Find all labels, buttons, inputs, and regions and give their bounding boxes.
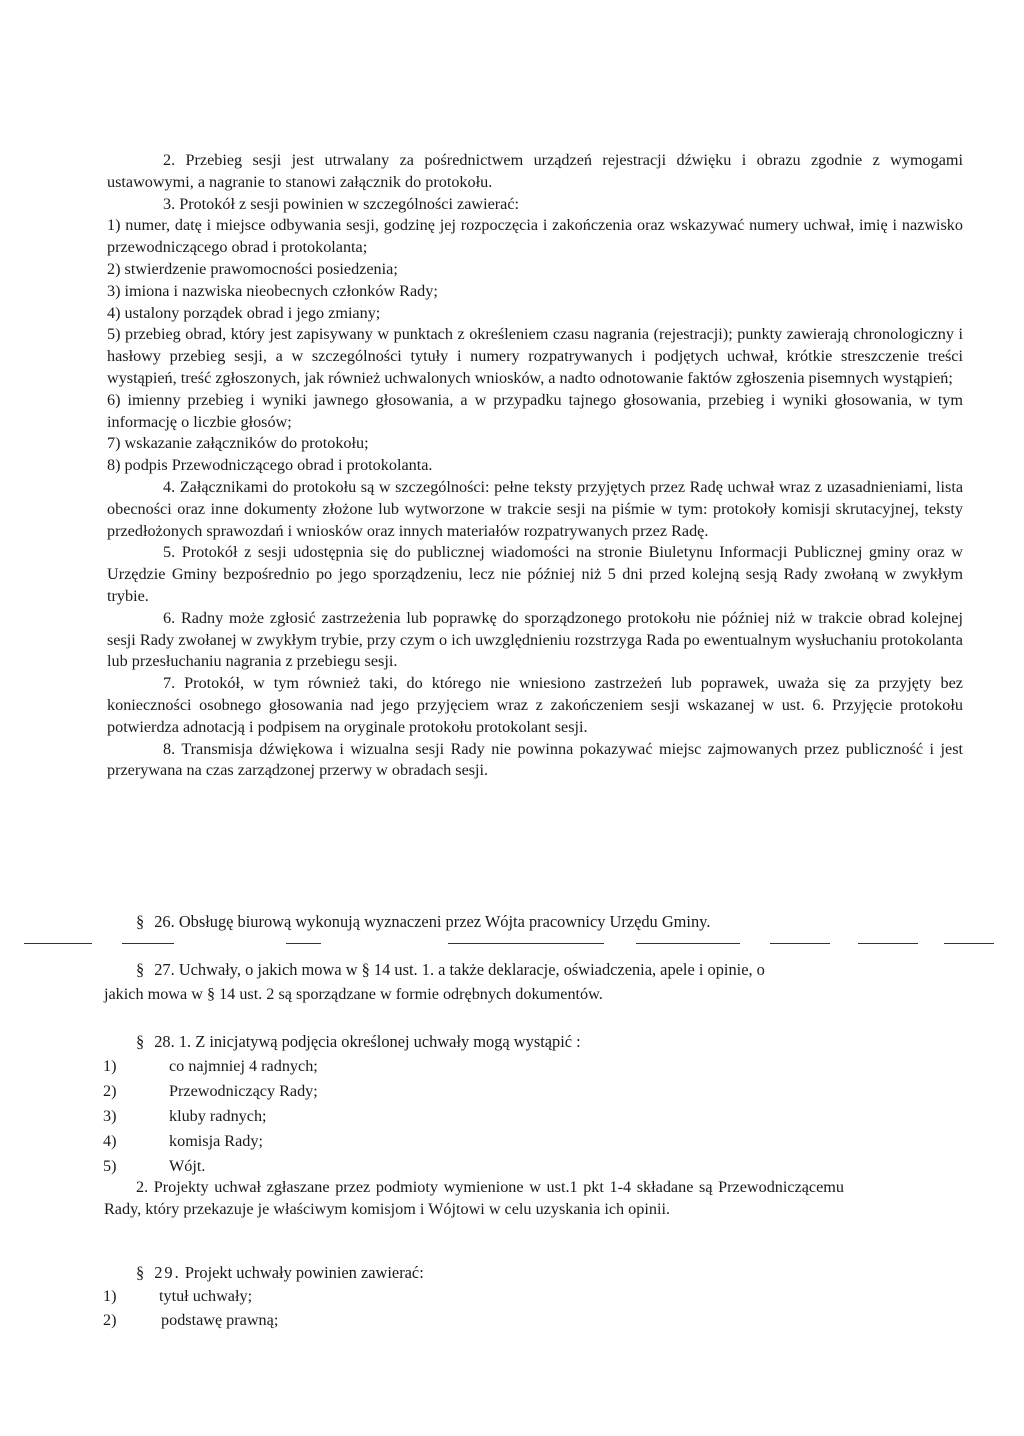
list-item-number: 1) <box>103 1057 117 1075</box>
paragraph-28 <box>136 1031 581 1053</box>
list-item-text: podstawę prawną; <box>161 1311 279 1329</box>
item-8: 8. Transmisja dźwiękowa i wizualna sesji Rady nie powinna pokazywać miejsc zajmowanych przez publiczność i jest przerywana na czas zarządzonej przerwy w obradach sesji. <box>107 739 963 780</box>
separator-line <box>944 943 994 944</box>
list-item-text: co najmniej 4 radnych; <box>169 1057 318 1075</box>
item-3-5: 5) przebieg obrad, który jest zapisywany w punktach z określeniem czasu nagrania (rejestracji); punkty zawierają chronologiczny i hasłowy przebieg sesji, a w szczególności tytuły i numery rozpatrywanych i podjętych uchwał, krótkie streszczenie treści wystąpień, treść zgłoszonych, jak również uchwalonych wniosków, a nadto odnotowanie faktów zgłoszenia pisemnych wystąpień; <box>107 325 963 387</box>
item-3-7: 7) wskazanie załączników do protokołu; <box>107 434 369 453</box>
paragraph-27 <box>136 959 765 981</box>
section-symbol: § <box>136 1263 145 1282</box>
paragraph-28-point-2-text: 2. Projekty uchwał zgłaszane przez podmioty wymienione w ust.1 pkt 1-4 składane są Przewodniczącemu Rady, który przekazuje je właściwym komisjom i Wójtowi w celu uzyskania ich opinii. <box>104 1178 844 1218</box>
list-item <box>103 1131 263 1153</box>
separator-line <box>636 943 740 944</box>
paragraph-28-text: 1. Z inicjatywą podjęcia określonej uchwały mogą wystąpić : <box>178 1032 581 1051</box>
item-3-3: 3) imiona i nazwiska nieobecnych członków Rady; <box>107 281 438 300</box>
paragraph-26-text: Obsługę biurową wykonują wyznaczeni przez Wójta pracownicy Urzędu Gminy. <box>178 912 711 931</box>
list-item-number: 2) <box>103 1082 117 1100</box>
paragraph-27-text: Uchwały, o jakich mowa w § 14 ust. 1. a także deklaracje, oświadczenia, apele i opinie, o <box>178 960 765 979</box>
list-item-text: komisja Rady; <box>169 1132 263 1150</box>
list-item-number: 3) <box>103 1107 117 1125</box>
paragraph-27-number: 27. <box>154 960 175 979</box>
list-item <box>103 1106 267 1128</box>
list-item <box>103 1156 205 1178</box>
item-4: 4. Załącznikami do protokołu są w szczególności: pełne teksty przyjętych przez Radę uchwał wraz z uzasadnieniami, lista obecności oraz inne dokumenty złożone lub wytworzone w trakcie sesji na piśmie w tym: protokoły komisji skrutacyjnej, teksty przedłożonych sprawozdań i wniosków oraz innych materiałów rozpatrywanych przez Radę. <box>107 477 963 540</box>
list-item <box>103 1310 278 1332</box>
item-6: 6. Radny może zgłosić zastrzeżenia lub poprawkę do sporządzonego protokołu nie później niż w trakcie obrad kolejnej sesji Rady zwołanej w zwykłym trybie, przy czym o ich uwzględnieniu rozstrzyga Rada po ewentualnym wysłuchaniu protokolanta lub przesłuchaniu nagrania z przebiegu sesji. <box>107 608 963 671</box>
protocol-section <box>107 150 963 782</box>
item-3-8: 8) podpis Przewodniczącego obrad i protokolanta. <box>107 456 433 475</box>
section-symbol: § <box>136 912 145 931</box>
paragraph-29-text: Projekt uchwały powinien zawierać: <box>184 1263 424 1282</box>
list-item-text: Przewodniczący Rady; <box>169 1082 318 1100</box>
item-3-2: 2) stwierdzenie prawomocności posiedzenia; <box>107 259 398 278</box>
separator-line <box>858 943 918 944</box>
item-2: 2. Przebieg sesji jest utrwalany za pośrednictwem urządzeń rejestracji dźwięku i obrazu zgodnie z wymogami ustawowymi, a nagranie to stanowi załącznik do protokołu. <box>107 151 963 191</box>
item-7: 7. Protokół, w tym również taki, do którego nie wniesiono zastrzeżeń lub poprawek, uważa się za przyjęty bez konieczności osobnego głosowania nad jego przyjęciem wraz z zakończeniem sesji wskazanej w ust. 6. Przyjęcie protokołu potwierdza adnotacją i podpisem na oryginale protokołu protokolant sesji. <box>107 674 963 736</box>
item-3: 3. Protokół z sesji powinien w szczególności zawierać: <box>163 194 520 213</box>
separator-line <box>448 943 604 944</box>
list-item <box>103 1081 318 1103</box>
separator-line <box>122 943 174 944</box>
list-item <box>103 1056 318 1078</box>
list-item-number: 2) <box>103 1311 117 1329</box>
list-item-number: 4) <box>103 1132 117 1150</box>
list-item-text: Wójt. <box>169 1157 206 1175</box>
paragraph-28-number: 28. <box>154 1032 175 1051</box>
separator-line <box>24 943 92 944</box>
paragraph-29 <box>136 1262 424 1284</box>
item-3-4: 4) ustalony porządek obrad i jego zmiany; <box>107 303 381 322</box>
list-item <box>103 1286 252 1308</box>
section-symbol: § <box>136 960 145 979</box>
section-symbol: § <box>136 1032 145 1051</box>
list-item-number: 5) <box>103 1157 117 1175</box>
paragraph-26 <box>136 911 710 933</box>
item-3-1: 1) numer, datę i miejsce odbywania sesji, godzinę jej rozpoczęcia i zakończenia oraz wskazywać numery uchwał, imię i nazwisko przewodniczącego obrad i protokolanta; <box>107 216 963 257</box>
paragraph-28-point-2 <box>104 1177 844 1221</box>
paragraph-26-number: 26. <box>154 912 175 931</box>
list-item-text: kluby radnych; <box>169 1107 267 1125</box>
item-3-6: 6) imienny przebieg i wyniki jawnego głosowania, a w przypadku tajnego głosowania, przebieg i wyniki głosowania, w tym informację o liczbie głosów; <box>107 390 963 431</box>
separator-line <box>286 943 321 944</box>
paragraph-27-continuation: jakich mowa w § 14 ust. 2 są sporządzane w formie odrębnych dokumentów. <box>104 985 603 1003</box>
item-5: 5. Protokół z sesji udostępnia się do publicznej wiadomości na stronie Biuletynu Informacji Publicznej gminy oraz w Urzędzie Gminy bezpośrednio po jego sporządzeniu, lecz nie później niż 5 dni przed kolejną sesją Rady zwołaną w zwykłym trybie. <box>107 543 963 605</box>
paragraph-29-number: 29. <box>154 1263 181 1282</box>
list-item-number: 1) <box>103 1287 117 1305</box>
separator-line <box>770 943 830 944</box>
list-item-text: tytuł uchwały; <box>159 1287 253 1305</box>
